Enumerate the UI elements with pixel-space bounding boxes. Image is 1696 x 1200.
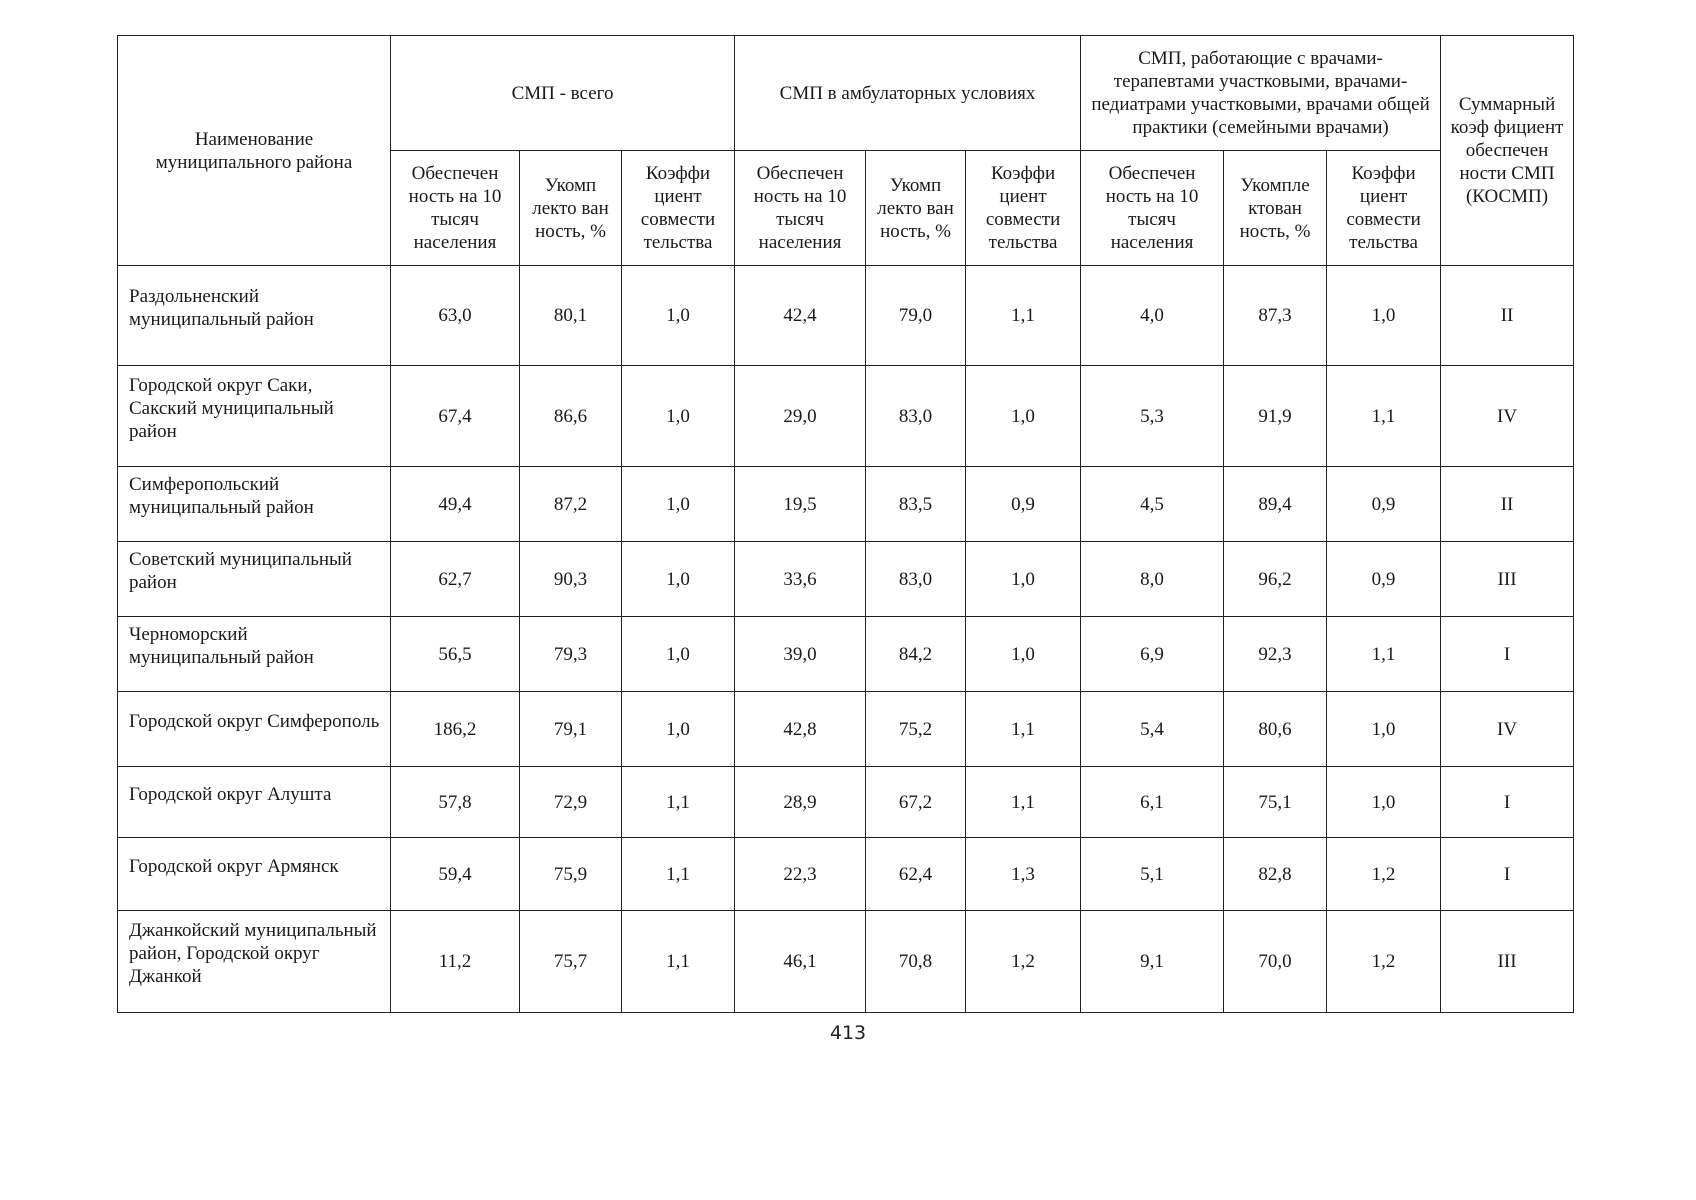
district-name: Городской округ Саки, Сакский муниципальный район [118,366,391,467]
table-row [118,542,1574,617]
table-row [118,366,1574,467]
cell-value: 0,9 [966,467,1081,542]
cell-value: 1,0 [622,467,735,542]
cell-category: IV [1441,692,1574,767]
cell-value: 1,1 [966,266,1081,366]
cell-value: 4,0 [1081,266,1224,366]
cell-value: 6,1 [1081,767,1224,838]
cell-value: 46,1 [735,911,866,1013]
cell-value: 84,2 [866,617,966,692]
table-row [118,692,1574,767]
cell-value: 4,5 [1081,467,1224,542]
cell-value: 1,0 [1327,266,1441,366]
cell-value: 1,0 [622,617,735,692]
cell-value: 1,0 [622,542,735,617]
cell-value: 1,1 [1327,366,1441,467]
header-coefficient: Коэффи циент совмести тельства [966,151,1081,266]
cell-value: 67,4 [391,366,520,467]
cell-value: 91,9 [1224,366,1327,467]
cell-category: IV [1441,366,1574,467]
cell-value: 1,0 [966,617,1081,692]
cell-value: 96,2 [1224,542,1327,617]
cell-value: 186,2 [391,692,520,767]
cell-value: 22,3 [735,838,866,911]
district-name: Городской округ Алушта [118,767,391,838]
cell-value: 5,4 [1081,692,1224,767]
header-coefficient: Коэффи циент совмести тельства [1327,151,1441,266]
cell-value: 0,9 [1327,542,1441,617]
cell-category: I [1441,838,1574,911]
provision-table [117,35,1574,1013]
cell-value: 67,2 [866,767,966,838]
header-summary-coefficient: Суммарный коэф фициент обеспечен ности СМП (КОСМП) [1441,36,1574,266]
cell-value: 1,0 [622,366,735,467]
cell-category: III [1441,542,1574,617]
cell-category: II [1441,266,1574,366]
cell-value: 70,0 [1224,911,1327,1013]
cell-value: 39,0 [735,617,866,692]
table-row [118,911,1574,1013]
cell-value: 1,1 [622,838,735,911]
cell-value: 89,4 [1224,467,1327,542]
cell-value: 5,1 [1081,838,1224,911]
cell-value: 79,1 [520,692,622,767]
cell-value: 42,8 [735,692,866,767]
cell-value: 1,1 [622,911,735,1013]
cell-value: 49,4 [391,467,520,542]
cell-value: 80,1 [520,266,622,366]
cell-category: I [1441,617,1574,692]
cell-value: 5,3 [1081,366,1224,467]
cell-value: 92,3 [1224,617,1327,692]
cell-value: 11,2 [391,911,520,1013]
cell-value: 90,3 [520,542,622,617]
cell-value: 72,9 [520,767,622,838]
cell-value: 1,0 [966,542,1081,617]
cell-value: 1,1 [622,767,735,838]
district-name: Черноморский муниципальный район [118,617,391,692]
cell-value: 83,0 [866,542,966,617]
cell-value: 1,1 [1327,617,1441,692]
cell-value: 79,3 [520,617,622,692]
cell-value: 75,7 [520,911,622,1013]
cell-value: 87,2 [520,467,622,542]
header-group-smp-with-physicians: СМП, работающие с врачами-терапевтами участковыми, врачами-педиатрами участковыми, врачами общей практики (семейными врачами) [1081,36,1441,151]
cell-value: 82,8 [1224,838,1327,911]
cell-value: 86,6 [520,366,622,467]
header-staffing: Укомп лекто ван ность, % [866,151,966,266]
district-name: Джанкойский муниципальный район, Городской округ Джанкой [118,911,391,1013]
header-row-groups [118,36,1574,151]
cell-value: 80,6 [1224,692,1327,767]
district-name: Раздольненский муниципальный район [118,266,391,366]
district-name: Советский муниципальный район [118,542,391,617]
cell-value: 29,0 [735,366,866,467]
cell-value: 1,1 [966,692,1081,767]
header-provision: Обеспечен ность на 10 тысяч населения [735,151,866,266]
cell-value: 1,0 [966,366,1081,467]
cell-value: 57,8 [391,767,520,838]
cell-value: 6,9 [1081,617,1224,692]
cell-value: 83,5 [866,467,966,542]
header-group-smp-total: СМП - всего [391,36,735,151]
cell-value: 1,2 [1327,838,1441,911]
cell-value: 8,0 [1081,542,1224,617]
cell-value: 75,9 [520,838,622,911]
cell-value: 59,4 [391,838,520,911]
header-staffing: Укомпле ктован ность, % [1224,151,1327,266]
cell-value: 9,1 [1081,911,1224,1013]
cell-value: 0,9 [1327,467,1441,542]
cell-value: 1,3 [966,838,1081,911]
cell-value: 62,7 [391,542,520,617]
header-provision: Обеспечен ность на 10 тысяч населения [1081,151,1224,266]
table-row [118,467,1574,542]
header-provision: Обеспечен ность на 10 тысяч населения [391,151,520,266]
cell-category: III [1441,911,1574,1013]
cell-value: 70,8 [866,911,966,1013]
district-name: Симферопольский муниципальный район [118,467,391,542]
cell-value: 1,0 [622,692,735,767]
cell-value: 75,2 [866,692,966,767]
cell-value: 56,5 [391,617,520,692]
cell-value: 62,4 [866,838,966,911]
cell-value: 1,0 [1327,767,1441,838]
cell-value: 87,3 [1224,266,1327,366]
cell-value: 42,4 [735,266,866,366]
cell-value: 33,6 [735,542,866,617]
table-row [118,767,1574,838]
district-name: Городской округ Симферополь [118,692,391,767]
table-row [118,617,1574,692]
cell-value: 1,0 [1327,692,1441,767]
cell-value: 63,0 [391,266,520,366]
cell-category: II [1441,467,1574,542]
header-group-smp-outpatient: СМП в амбулаторных условиях [735,36,1081,151]
cell-value: 1,2 [1327,911,1441,1013]
cell-category: I [1441,767,1574,838]
table-row [118,838,1574,911]
cell-value: 1,2 [966,911,1081,1013]
header-staffing: Укомп лекто ван ность, % [520,151,622,266]
cell-value: 83,0 [866,366,966,467]
cell-value: 75,1 [1224,767,1327,838]
page-number: 413 [829,1022,867,1044]
cell-value: 1,0 [622,266,735,366]
header-coefficient: Коэффи циент совмести тельства [622,151,735,266]
header-district-name: Наименование муниципального района [118,36,391,266]
cell-value: 1,1 [966,767,1081,838]
cell-value: 79,0 [866,266,966,366]
district-name: Городской округ Армянск [118,838,391,911]
table-row [118,266,1574,366]
cell-value: 19,5 [735,467,866,542]
cell-value: 28,9 [735,767,866,838]
